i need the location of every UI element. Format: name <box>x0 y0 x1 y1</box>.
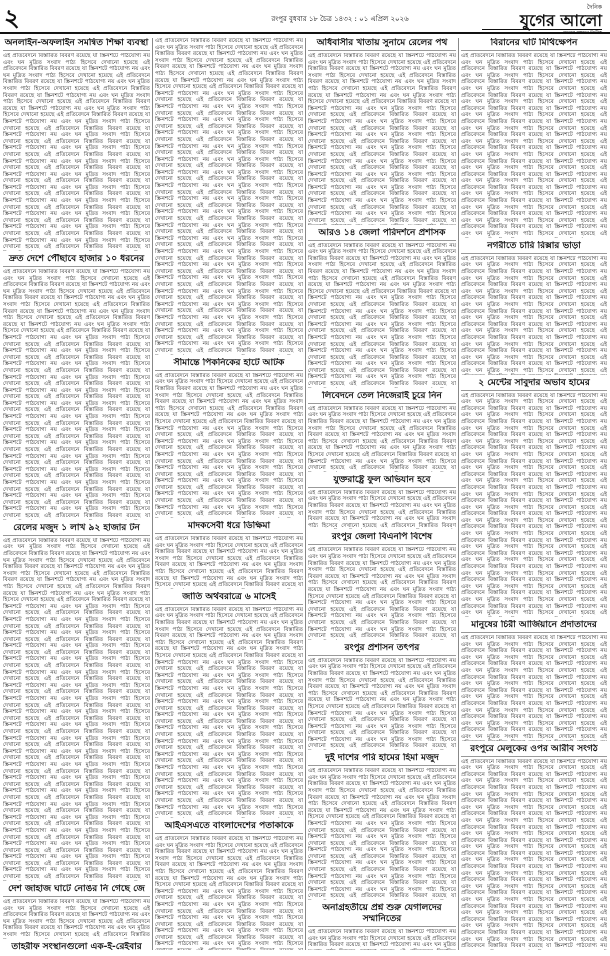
news-story <box>308 228 456 388</box>
story-body: এই প্রতিবেদনে বিস্তারিত বিবরণ রয়েছে যা স্ক্রিনশটে পাঠযোগ্য নয় এবং ঘন মুদ্রিত সংবাদ পাঠ্য হিসেবে দেখানো হয়েছে এই প্রতিবেদনে বিস্তারিত বিবরণ রয়েছে যা স্ক্রিনশটে পাঠযোগ্য নয় এবং ঘন মুদ্রিত সংবাদ পাঠ্য হিসেবে দেখানো হয়েছে এই প্রতিবেদনে বিস্তারিত বিবরণ রয়েছে যা স্ক্রিনশটে পাঠযোগ্য নয় এবং ঘন মুদ্রিত সংবাদ পাঠ্য হিসেবে দেখানো হয়েছে এই প্রতিবেদনে বিস্তারিত বিবরণ রয়েছে যা স্ক্রিনশটে পাঠযোগ্য নয় এবং ঘন মুদ্রিত সংবাদ পাঠ্য হিসেবে দেখানো হয়েছে এই প্রতিবেদনে বিস্তারিত বিবরণ রয়েছে যা স্ক্রিনশটে পাঠযোগ্য নয় এবং ঘন মুদ্রিত সংবাদ পাঠ্য হিসেবে দেখানো হয়েছে এই প্রতিবেদনে বিস্তারিত বিবরণ রয়েছে যা স্ক্রিনশটে পাঠযোগ্য নয় এবং ঘন মুদ্রিত সংবাদ পাঠ্য হিসেবে দেখানো হয়েছে এই প্রতিবেদনে বিস্তারিত বিবরণ রয়েছে যা স্ক্রিনশটে পাঠযোগ্য নয় এবং ঘন মুদ্রিত সংবাদ পাঠ্য হিসেবে দেখানো হয়েছে এই প্রতিবেদনে বিস্তারিত বিবরণ রয়েছে যা <box>308 657 456 750</box>
column-divider <box>152 38 153 950</box>
story-body: এই প্রতিবেদনে বিস্তারিত বিবরণ রয়েছে যা স্ক্রিনশটে পাঠযোগ্য নয় এবং ঘন মুদ্রিত সংবাদ পাঠ্য হিসেবে দেখানো হয়েছে এই প্রতিবেদনে বিস্তারিত বিবরণ রয়েছে যা স্ক্রিনশটে পাঠযোগ্য নয় এবং ঘন মুদ্রিত সংবাদ পাঠ্য হিসেবে দেখানো হয়েছে এই প্রতিবেদনে বিস্তারিত বিবরণ রয়েছে যা স্ক্রিনশটে পাঠযোগ্য নয় এবং ঘন মুদ্রিত সংবাদ পাঠ্য হিসেবে দেখানো হয়েছে এই প্রতিবেদনে বিস্তারিত বিবরণ রয়েছে যা স্ক্রিনশটে পাঠযোগ্য নয় এবং ঘন মুদ্রিত সংবাদ পাঠ্য হিসেবে দেখানো হয়েছে এই প্রতিবেদনে বিস্তারিত বিবরণ রয়েছে যা স্ক্রিনশটে পাঠযোগ্য নয় এবং ঘন মুদ্রিত সংবাদ পাঠ্য হিসেবে দেখানো হয়েছে এই প্রতিবেদনে বিস্তারিত বিবরণ রয়েছে যা স্ক্রিনশটে পাঠযোগ্য নয় এবং ঘন মুদ্রিত সংবাদ পাঠ্য হিসেবে দেখানো হয়েছে এই প্রতিবেদনে বিস্তারিত বিবরণ রয়েছে যা স্ক্রিনশটে পাঠযোগ্য নয় এবং ঘন মুদ্রিত সংবাদ পাঠ্য হিসেবে দেখানো হয়েছে এই প্রতিবেদনে বিস্তারিত বিবরণ রয়েছে যা স্ক্রিনশটে পাঠযোগ্য নয় এবং ঘন মুদ্রিত সংবাদ পাঠ্য হিসেবে দেখানো হয়েছে এই প্রতিবেদনে বিস্তারিত বিবরণ রয়েছে যা স্ক্রিনশটে পাঠযোগ্য নয় এবং ঘন মুদ্রিত সংবাদ পাঠ্য হিসেবে দেখানো হয়েছে এই প্রতিবেদনে বিস্তারিত বিবরণ রয়েছে যা স্ক্রিনশটে পাঠযোগ্য নয় এবং ঘন মুদ্রিত সংবাদ পাঠ্য হিসেবে দেখানো হয়েছে এই প্রতিবেদনে বিস্তারিত বিবরণ রয়েছে যা স্ক্রিনশটে পাঠযোগ্য নয় এবং ঘন মুদ্রিত সংবাদ পাঠ্য হিসেবে দেখানো হয়েছে এই প্রতিবেদনে বিস্তারিত বিবরণ রয়েছে যা স্ক্রিনশটে পাঠযোগ্য নয় এবং ঘন মুদ্রিত সংবাদ পাঠ্য হিসেবে দেখানো হয়েছে এই প্রতিবেদনে বিস্তারিত বিবরণ রয়েছে যা স্ক্রিনশটে পাঠযোগ্য নয় এবং ঘন মুদ্রিত সংবাদ পাঠ্য হিসেবে দেখানো হয়েছে এই প্রতিবেদনে বিস্তারিত বিবরণ রয়েছে যা স্ক্রিনশটে পাঠযোগ্য নয় এবং ঘন মুদ্রিত সংবাদ পাঠ্য হিসেবে দেখানো হয়েছে এই প্রতিবেদনে বিস্তারিত বিবরণ রয়েছে যা স্ক্রিনশটে পাঠযোগ্য নয় এবং ঘন মুদ্রিত সংবাদ পাঠ্য হিসেবে দেখানো হয়েছে এই প্রতিবেদনে বিস্তারিত বিবরণ রয়েছে যা স্ক্রিনশটে পাঠযোগ্য নয় এবং ঘন মুদ্রিত সংবাদ পাঠ্য হিসেবে দেখানো হয়েছে এই প্রতিবেদনে বিস্তারিত বিবরণ রয়েছে যা স্ক্রিনশটে পাঠযোগ্য নয় এবং ঘন মুদ্রিত সংবাদ পাঠ্য হিসেবে দেখানো হয়েছে এই প্রতিবেদনে বিস্তারিত বিবরণ রয়েছে যা স্ক্রিনশটে পাঠযোগ্য নয় এবং ঘন মুদ্রিত সংবাদ পাঠ্য হিসেবে দেখানো হয়েছে এই প্রতিবেদনে বিস্তারিত বিবরণ রয়েছে যা স্ক্রিনশটে পাঠযোগ্য নয় এবং ঘন মুদ্রিত সংবাদ পাঠ্য হিসেবে দেখানো হয়েছে এই প্রতিবেদনে বিস্তারিত বিবরণ রয়েছে যা স্ক্রিনশটে পাঠযোগ্য নয় এবং ঘন মুদ্রিত সংবাদ পাঠ্য হিসেবে দেখানো হয়েছে এই প্রতিবেদনে বিস্তারিত বিবরণ রয়েছে যা স্ক্রিনশটে পাঠযোগ্য নয় এবং ঘন মুদ্রিত সংবাদ পাঠ্য হিসেবে দেখানো হয়েছে এই প্রতিবেদনে বিস্তারিত বিবরণ রয়েছে যা স্ক্রিনশটে পাঠযোগ্য নয় এবং ঘন মুদ্রিত সংবাদ পাঠ্য হিসেবে দেখানো হয়েছে এই প্রতিবেদনে বিস্তারিত বিবরণ রয়েছে যা স্ক্রিনশটে পাঠযোগ্য নয় এবং ঘন মুদ্রিত সংবাদ পাঠ্য হিসেবে দেখানো হয়েছে এই প্রতিবেদনে বিস্তারিত বিবরণ রয়েছে যা স্ক্রিনশটে পাঠযোগ্য নয় এবং ঘন মুদ্রিত সংবাদ পাঠ্য হিসেবে দেখানো হয়েছে এই প্রতিবেদনে বিস্তারিত বিবরণ রয়েছে যা স্ক্রিনশটে পাঠযোগ্য নয় এবং ঘন মুদ্রিত সংবাদ পাঠ্য হিসেবে দেখানো হয়েছে এই প্রতিবেদনে বিস্তারিত বিবরণ রয়েছে যা স্ক্রিনশটে পাঠযোগ্য নয় এবং ঘন মুদ্রিত সংবাদ পাঠ্য হিসেবে দেখানো হয়েছে এই প্রতিবেদনে বিস্তারিত বিবরণ রয়েছে যা <box>3 537 150 881</box>
column-1 <box>3 38 150 950</box>
column-divider <box>458 38 459 950</box>
news-story <box>461 378 607 617</box>
logo-small-text: দৈনিক <box>586 4 602 11</box>
story-body: এই প্রতিবেদনে বিস্তারিত বিবরণ রয়েছে যা স্ক্রিনশটে পাঠযোগ্য নয় এবং ঘন মুদ্রিত সংবাদ পাঠ্য হিসেবে দেখানো হয়েছে এই প্রতিবেদনে বিস্তারিত বিবরণ রয়েছে যা স্ক্রিনশটে পাঠযোগ্য নয় এবং ঘন মুদ্রিত সংবাদ পাঠ্য হিসেবে দেখানো হয়েছে এই প্রতিবেদনে বিস্তারিত বিবরণ রয়েছে যা স্ক্রিনশটে পাঠযোগ্য নয় এবং ঘন মুদ্রিত সংবাদ পাঠ্য হিসেবে দেখানো হয়েছে এই প্রতিবেদনে বিস্তারিত বিবরণ রয়েছে যা স্ক্রিনশটে পাঠযোগ্য নয় এবং ঘন মুদ্রিত সংবাদ পাঠ্য হিসেবে দেখানো হয়েছে এই প্রতিবেদনে বিস্তারিত বিবরণ রয়েছে যা স্ক্রিনশটে পাঠযোগ্য নয় এবং ঘন মুদ্রিত সংবাদ পাঠ্য হিসেবে দেখানো হয়েছে এই প্রতিবেদনে বিস্তারিত বিবরণ রয়েছে যা স্ক্রিনশটে পাঠযোগ্য নয় এবং ঘন মুদ্রিত সংবাদ পাঠ্য হিসেবে দেখানো হয়েছে এই প্রতিবেদনে বিস্তারিত বিবরণ রয়েছে যা স্ক্রিনশটে পাঠযোগ্য নয় এবং ঘন মুদ্রিত সংবাদ পাঠ্য হিসেবে দেখানো হয়েছে এই প্রতিবেদনে বিস্তারিত বিবরণ রয়েছে যা স্ক্রিনশটে পাঠযোগ্য নয় এবং ঘন মুদ্রিত সংবাদ পাঠ্য হিসেবে দেখানো হয়েছে এই প্রতিবেদনে বিস্তারিত বিবরণ রয়েছে যা স্ক্রিনশটে পাঠযোগ্য নয় এবং ঘন মুদ্রিত সংবাদ পাঠ্য হিসেবে দেখানো হয়েছে এই প্রতিবেদনে বিস্তারিত বিবরণ রয়েছে যা স্ক্রিনশটে পাঠযোগ্য নয় এবং ঘন মুদ্রিত সংবাদ পাঠ্য হিসেবে দেখানো হয়েছে এই প্রতিবেদনে বিস্তারিত বিবরণ রয়েছে যা স্ক্রিনশটে পাঠযোগ্য নয় এবং ঘন মুদ্রিত সংবাদ পাঠ্য হিসেবে দেখানো হয়েছে এই প্রতিবেদনে বিস্তারিত বিবরণ রয়েছে যা স্ক্রিনশটে পাঠযোগ্য নয় এবং ঘন মুদ্রিত সংবাদ পাঠ্য হিসেবে দেখানো হয়েছে এই প্রতিবেদনে বিস্তারিত বিবরণ রয়েছে যা স্ক্রিনশটে পাঠযোগ্য নয় এবং ঘন মুদ্রিত সংবাদ পাঠ্য হিসেবে দেখানো হয়েছে এই প্রতিবেদনে বিস্তারিত বিবরণ রয়েছে যা <box>308 53 456 224</box>
story-body: এই প্রতিবেদনে বিস্তারিত বিবরণ রয়েছে যা স্ক্রিনশটে পাঠযোগ্য নয় এবং ঘন মুদ্রিত সংবাদ পাঠ্য হিসেবে দেখানো হয়েছে এই প্রতিবেদনে বিস্তারিত বিবরণ রয়েছে যা স্ক্রিনশটে পাঠযোগ্য নয় এবং ঘন মুদ্রিত সংবাদ পাঠ্য হিসেবে দেখানো হয়েছে এই প্রতিবেদনে বিস্তারিত বিবরণ রয়েছে যা স্ক্রিনশটে পাঠযোগ্য নয় এবং ঘন মুদ্রিত সংবাদ পাঠ্য হিসেবে দেখানো হয়েছে এই প্রতিবেদনে বিস্তারিত বিবরণ রয়েছে যা স্ক্রিনশটে পাঠযোগ্য নয় এবং ঘন মুদ্রিত সংবাদ পাঠ্য হিসেবে দেখানো হয়েছে এই প্রতিবেদনে বিস্তারিত বিবরণ রয়েছে যা স্ক্রিনশটে পাঠযোগ্য নয় এবং ঘন মুদ্রিত সংবাদ পাঠ্য হিসেবে দেখানো হয়েছে এই প্রতিবেদনে বিস্তারিত বিবরণ রয়েছে যা স্ক্রিনশটে পাঠযোগ্য নয় এবং ঘন মুদ্রিত সংবাদ পাঠ্য হিসেবে দেখানো হয়েছে এই প্রতিবেদনে বিস্তারিত বিবরণ রয়েছে যা স্ক্রিনশটে পাঠযোগ্য নয় এবং ঘন মুদ্রিত সংবাদ পাঠ্য হিসেবে দেখানো হয়েছে এই প্রতিবেদনে বিস্তারিত বিবরণ রয়েছে যা স্ক্রিনশটে পাঠযোগ্য নয় এবং ঘন মুদ্রিত সংবাদ পাঠ্য হিসেবে দেখানো হয়েছে এই প্রতিবেদনে বিস্তারিত বিবরণ রয়েছে যা স্ক্রিনশটে পাঠযোগ্য নয় এবং ঘন মুদ্রিত সংবাদ পাঠ্য হিসেবে দেখানো হয়েছে এই প্রতিবেদনে বিস্তারিত বিবরণ রয়েছে যা স্ক্রিনশটে পাঠযোগ্য নয় এবং ঘন মুদ্রিত সংবাদ পাঠ্য হিসেবে দেখানো হয়েছে এই প্রতিবেদনে বিস্তারিত বিবরণ রয়েছে যা স্ক্রিনশটে পাঠযোগ্য নয় এবং ঘন মুদ্রিত সংবাদ পাঠ্য হিসেবে দেখানো হয়েছে এই প্রতিবেদনে বিস্তারিত বিবরণ রয়েছে যা স্ক্রিনশটে পাঠযোগ্য নয় এবং ঘন মুদ্রিত সংবাদ পাঠ্য হিসেবে দেখানো হয়েছে এই প্রতিবেদনে বিস্তারিত বিবরণ রয়েছে যা স্ক্রিনশটে পাঠযোগ্য নয় এবং ঘন মুদ্রিত সংবাদ পাঠ্য হিসেবে দেখানো হয়েছে এই প্রতিবেদনে বিস্তারিত বিবরণ রয়েছে যা স্ক্রিনশটে পাঠযোগ্য নয় এবং ঘন মুদ্রিত সংবাদ পাঠ্য হিসেবে দেখানো হয়েছে এই প্রতিবেদনে বিস্তারিত বিবরণ রয়েছে যা স্ক্রিনশটে পাঠযোগ্য নয় এবং ঘন মুদ্রিত সংবাদ পাঠ্য হিসেবে দেখানো হয়েছে এই প্রতিবেদনে বিস্তারিত বিবরণ রয়েছে যা <box>3 53 150 251</box>
story-headline: আরও ১৪ জেলা পরিদর্শনে প্রশাসক <box>308 228 456 241</box>
news-story <box>155 592 303 818</box>
story-headline: আইএসএতে বাংলাদেশের পতাকাকে <box>155 821 303 834</box>
story-headline: জাতি অর্থবরাত্রে ৬ মাসেই <box>155 592 303 605</box>
news-story <box>308 391 456 472</box>
column-3 <box>308 38 456 950</box>
news-story <box>155 821 303 950</box>
story-headline: যুক্তরাষ্ট্রে ফুল অভিযান হবে <box>308 475 456 488</box>
story-headline: দেশ জাহাজ ঘাটে নোঙর নি গেছে জে <box>3 884 150 897</box>
story-body: এই প্রতিবেদনে বিস্তারিত বিবরণ রয়েছে যা স্ক্রিনশটে পাঠযোগ্য নয় এবং ঘন মুদ্রিত সংবাদ পাঠ্য হিসেবে দেখানো হয়েছে এই প্রতিবেদনে বিস্তারিত বিবরণ রয়েছে যা স্ক্রিনশটে পাঠযোগ্য নয় এবং ঘন মুদ্রিত সংবাদ পাঠ্য হিসেবে দেখানো হয়েছে এই প্রতিবেদনে বিস্তারিত বিবরণ রয়েছে যা স্ক্রিনশটে পাঠযোগ্য নয় এবং ঘন মুদ্রিত সংবাদ পাঠ্য হিসেবে দেখানো হয়েছে এই প্রতিবেদনে বিস্তারিত বিবরণ রয়েছে যা স্ক্রিনশটে পাঠযোগ্য নয় এবং ঘন মুদ্রিত সংবাদ পাঠ্য হিসেবে দেখানো হয়েছে এই প্রতিবেদনে বিস্তারিত বিবরণ রয়েছে যা স্ক্রিনশটে পাঠযোগ্য নয় এবং ঘন মুদ্রিত সংবাদ পাঠ্য হিসেবে দেখানো হয়েছে এই প্রতিবেদনে বিস্তারিত বিবরণ রয়েছে যা স্ক্রিনশটে পাঠযোগ্য নয় এবং ঘন মুদ্রিত সংবাদ পাঠ্য হিসেবে দেখানো হয়েছে এই প্রতিবেদনে বিস্তারিত বিবরণ রয়েছে যা স্ক্রিনশটে পাঠযোগ্য নয় এবং ঘন মুদ্রিত সংবাদ পাঠ্য হিসেবে দেখানো হয়েছে এই প্রতিবেদনে বিস্তারিত বিবরণ রয়েছে যা স্ক্রিনশটে পাঠযোগ্য নয় এবং ঘন মুদ্রিত সংবাদ পাঠ্য হিসেবে দেখানো হয়েছে এই <box>461 634 607 740</box>
news-story <box>461 620 607 741</box>
news-story <box>155 358 303 518</box>
story-headline: রংপুরে মেলুকের ওপর আরীব সংগঠ <box>461 744 607 757</box>
news-story <box>155 521 303 589</box>
masthead <box>0 0 610 34</box>
column-divider <box>305 38 306 950</box>
story-body: এই প্রতিবেদনে বিস্তারিত বিবরণ রয়েছে যা স্ক্রিনশটে পাঠযোগ্য নয় এবং ঘন মুদ্রিত সংবাদ পাঠ্য হিসেবে দেখানো হয়েছে এই প্রতিবেদনে বিস্তারিত বিবরণ রয়েছে যা স্ক্রিনশটে পাঠযোগ্য নয় এবং ঘন মুদ্রিত সংবাদ পাঠ্য হিসেবে দেখানো হয়েছে এই প্রতিবেদনে বিস্তারিত বিবরণ রয়েছে যা স্ক্রিনশটে পাঠযোগ্য নয় এবং ঘন মুদ্রিত সংবাদ পাঠ্য হিসেবে দেখানো হয়েছে এই প্রতিবেদনে বিস্তারিত বিবরণ রয়েছে যা স্ক্রিনশটে পাঠযোগ্য নয় এবং ঘন মুদ্রিত সংবাদ পাঠ্য হিসেবে দেখানো হয়েছে এই প্রতিবেদনে বিস্তারিত বিবরণ রয়েছে যা স্ক্রিনশটে পাঠযোগ্য নয় এবং ঘন মুদ্রিত সংবাদ পাঠ্য হিসেবে দেখানো হয়েছে এই প্রতিবেদনে বিস্তারিত বিবরণ রয়েছে যা স্ক্রিনশটে পাঠযোগ্য নয় এবং ঘন মুদ্রিত সংবাদ পাঠ্য হিসেবে দেখানো হয়েছে এই প্রতিবেদনে বিস্তারিত বিবরণ রয়েছে যা স্ক্রিনশটে পাঠযোগ্য নয় এবং ঘন মুদ্রিত সংবাদ পাঠ্য হিসেবে দেখানো হয়েছে এই প্রতিবেদনে বিস্তারিত বিবরণ রয়েছে যা স্ক্রিনশটে পাঠযোগ্য নয় এবং ঘন মুদ্রিত সংবাদ পাঠ্য হিসেবে দেখানো হয়েছে এই প্রতিবেদনে বিস্তারিত বিবরণ রয়েছে যা স্ক্রিনশটে পাঠযোগ্য নয় এবং ঘন মুদ্রিত সংবাদ পাঠ্য হিসেবে দেখানো হয়েছে এই <box>461 255 607 374</box>
story-headline: বিরানের ঘটি মিথিক্ষেপন <box>461 38 607 51</box>
story-headline: লিবেদনে তেল নিজেরাই চুরে নিন <box>308 391 456 404</box>
story-headline: দ্রুত দেশে পৌঁছাবে হাজার ১০ ধরনের <box>3 254 150 267</box>
news-story <box>461 744 607 950</box>
story-headline: মানুষের চিরী আর্জিয়ানে প্রদাতাদের <box>461 620 607 633</box>
story-headline: অনাগ্রহতীয়ে প্রশ্ন শুরু যেগালদের সম্মানিতের <box>308 903 456 927</box>
news-story <box>3 254 150 520</box>
news-story <box>461 38 607 238</box>
news-story <box>308 38 456 225</box>
story-headline: রংপুর প্রশাসন তৎপর <box>308 643 456 656</box>
story-headline: ২ মেন্টের সাবুদার অভাব হামের <box>461 378 607 391</box>
story-headline: তাহরীফ সংস্থানগুলো এক-ই-রেইবার <box>3 942 150 950</box>
newspaper-logo <box>482 2 602 36</box>
news-story <box>308 903 456 950</box>
story-body: এই প্রতিবেদনে বিস্তারিত বিবরণ রয়েছে যা স্ক্রিনশটে পাঠযোগ্য নয় এবং ঘন মুদ্রিত সংবাদ পাঠ্য হিসেবে দেখানো হয়েছে এই প্রতিবেদনে বিস্তারিত বিবরণ রয়েছে যা স্ক্রিনশটে পাঠযোগ্য নয় এবং ঘন মুদ্রিত সংবাদ পাঠ্য হিসেবে দেখানো হয়েছে এই প্রতিবেদনে বিস্তারিত বিবরণ রয়েছে যা স্ক্রিনশটে পাঠযোগ্য নয় এবং ঘন মুদ্রিত সংবাদ পাঠ্য হিসেবে দেখানো হয়েছে এই প্রতিবেদনে বিস্তারিত বিবরণ রয়েছে যা স্ক্রিনশটে পাঠযোগ্য নয় এবং ঘন মুদ্রিত সংবাদ পাঠ্য হিসেবে দেখানো হয়েছে এই প্রতিবেদনে বিস্তারিত বিবরণ রয়েছে যা স্ক্রিনশটে পাঠযোগ্য নয় এবং ঘন মুদ্রিত সংবাদ পাঠ্য হিসেবে দেখানো হয়েছে এই প্রতিবেদনে বিস্তারিত বিবরণ রয়েছে যা স্ক্রিনশটে পাঠযোগ্য নয় এবং ঘন মুদ্রিত সংবাদ পাঠ্য হিসেবে দেখানো হয়েছে এই প্রতিবেদনে বিস্তারিত বিবরণ রয়েছে যা স্ক্রিনশটে পাঠযোগ্য নয় এবং ঘন মুদ্রিত সংবাদ পাঠ্য হিসেবে দেখানো হয়েছে এই প্রতিবেদনে বিস্তারিত বিবরণ রয়েছে যা স্ক্রিনশটে পাঠযোগ্য নয় এবং ঘন মুদ্রিত সংবাদ পাঠ্য হিসেবে দেখানো হয়েছে এই প্রতিবেদনে বিস্তারিত বিবরণ রয়েছে যা স্ক্রিনশটে পাঠযোগ্য নয় এবং ঘন মুদ্রিত সংবাদ পাঠ্য হিসেবে <box>155 835 303 948</box>
news-story <box>308 532 456 639</box>
story-body: এই প্রতিবেদনে বিস্তারিত বিবরণ রয়েছে যা স্ক্রিনশটে পাঠযোগ্য নয় এবং ঘন মুদ্রিত সংবাদ পাঠ্য হিসেবে দেখানো হয়েছে এই প্রতিবেদনে বিস্তারিত বিবরণ রয়েছে যা স্ক্রিনশটে পাঠযোগ্য নয় এবং ঘন মুদ্রিত সংবাদ পাঠ্য হিসেবে দেখানো হয়েছে এই প্রতিবেদনে বিস্তারিত বিবরণ রয়েছে যা স্ক্রিনশটে পাঠযোগ্য নয় এবং ঘন মুদ্রিত সংবাদ পাঠ্য হিসেবে দেখানো হয়েছে এই প্রতিবেদনে বিস্তারিত বিবরণ রয়েছে যা স্ক্রিনশটে পাঠযোগ্য নয় এবং ঘন মুদ্রিত সংবাদ পাঠ্য হিসেবে দেখানো হয়েছে এই প্রতিবেদনে বিস্তারিত বিবরণ রয়েছে যা স্ক্রিনশটে পাঠযোগ্য নয় এবং ঘন মুদ্রিত সংবাদ পাঠ্য হিসেবে দেখানো হয়েছে এই প্রতিবেদনে বিস্তারিত বিবরণ রয়েছে যা স্ক্রিনশটে পাঠযোগ্য নয় এবং ঘন মুদ্রিত সংবাদ পাঠ্য হিসেবে দেখানো হয়েছে এই প্রতিবেদনে বিস্তারিত বিবরণ রয়েছে যা স্ক্রিনশটে পাঠযোগ্য নয় এবং ঘন মুদ্রিত সংবাদ পাঠ্য হিসেবে দেখানো হয়েছে এই প্রতিবেদনে বিস্তারিত বিবরণ রয়েছে যা স্ক্রিনশটে পাঠযোগ্য নয় এবং ঘন মুদ্রিত সংবাদ পাঠ্য হিসেবে দেখানো হয়েছে এই প্রতিবেদনে বিস্তারিত বিবরণ রয়েছে যা স্ক্রিনশটে পাঠযোগ্য নয় এবং ঘন মুদ্রিত সংবাদ পাঠ্য হিসেবে দেখানো হয়েছে এই প্রতিবেদনে বিস্তারিত বিবরণ রয়েছে যা স্ক্রিনশটে পাঠযোগ্য নয় এবং ঘন মুদ্রিত সংবাদ পাঠ্য হিসেবে দেখানো হয়েছে এই প্রতিবেদনে বিস্তারিত বিবরণ রয়েছে যা <box>308 768 456 900</box>
story-headline: সীমান্তে পিকনিকের হাটে আটক <box>155 358 303 371</box>
column-4 <box>461 38 607 950</box>
story-body: এই প্রতিবেদনে বিস্তারিত বিবরণ রয়েছে যা স্ক্রিনশটে পাঠযোগ্য নয় এবং ঘন মুদ্রিত সংবাদ পাঠ্য হিসেবে দেখানো হয়েছে এই প্রতিবেদনে বিস্তারিত বিবরণ রয়েছে যা স্ক্রিনশটে পাঠযোগ্য নয় এবং ঘন মুদ্রিত সংবাদ পাঠ্য হিসেবে দেখানো হয়েছে এই প্রতিবেদনে বিস্তারিত বিবরণ রয়েছে যা স্ক্রিনশটে পাঠযোগ্য নয় এবং ঘন মুদ্রিত সংবাদ পাঠ্য হিসেবে দেখানো হয়েছে এই প্রতিবেদনে বিস্তারিত বিবরণ <box>308 489 456 529</box>
story-body: এই প্রতিবেদনে বিস্তারিত বিবরণ রয়েছে যা স্ক্রিনশটে পাঠযোগ্য নয় এবং ঘন মুদ্রিত সংবাদ পাঠ্য হিসেবে দেখানো হয়েছে এই প্রতিবেদনে বিস্তারিত বিবরণ রয়েছে যা স্ক্রিনশটে পাঠযোগ্য নয় এবং ঘন মুদ্রিত সংবাদ পাঠ্য হিসেবে দেখানো হয়েছে এই প্রতিবেদনে বিস্তারিত বিবরণ রয়েছে যা স্ক্রিনশটে পাঠযোগ্য নয় এবং ঘন মুদ্রিত সংবাদ পাঠ্য হিসেবে দেখানো হয়েছে এই প্রতিবেদনে বিস্তারিত বিবরণ রয়েছে যা স্ক্রিনশটে পাঠযোগ্য নয় এবং ঘন মুদ্রিত সংবাদ পাঠ্য হিসেবে দেখানো হয়েছে এই প্রতিবেদনে বিস্তারিত বিবরণ রয়েছে যা স্ক্রিনশটে পাঠযোগ্য নয় এবং ঘন মুদ্রিত সংবাদ পাঠ্য হিসেবে দেখানো হয়েছে এই প্রতিবেদনে বিস্তারিত বিবরণ রয়েছে যা স্ক্রিনশটে পাঠযোগ্য নয় এবং ঘন মুদ্রিত সংবাদ পাঠ্য হিসেবে দেখানো হয়েছে এই প্রতিবেদনে বিস্তারিত বিবরণ রয়েছে যা স্ক্রিনশটে পাঠযোগ্য নয় এবং ঘন মুদ্রিত সংবাদ পাঠ্য হিসেবে দেখানো হয়েছে এই প্রতিবেদনে বিস্তারিত বিবরণ রয়েছে যা স্ক্রিনশটে পাঠযোগ্য নয় এবং ঘন মুদ্রিত সংবাদ পাঠ্য হিসেবে দেখানো হয়েছে এই প্রতিবেদনে বিস্তারিত বিবরণ রয়েছে যা স্ক্রিনশটে পাঠযোগ্য নয় এবং ঘন মুদ্রিত সংবাদ পাঠ্য হিসেবে দেখানো হয়েছে এই প্রতিবেদনে বিস্তারিত বিবরণ রয়েছে যা স্ক্রিনশটে পাঠযোগ্য নয় এবং ঘন মুদ্রিত সংবাদ পাঠ্য হিসেবে দেখানো হয়েছে এই প্রতিবেদনে বিস্তারিত বিবরণ রয়েছে যা স্ক্রিনশটে পাঠযোগ্য নয় এবং ঘন মুদ্রিত সংবাদ পাঠ্য হিসেবে দেখানো হয়েছে এই প্রতিবেদনে বিস্তারিত বিবরণ রয়েছে যা <box>155 372 303 518</box>
story-headline: মাদকসেবী ধরে ডিক্ষিমা <box>155 521 303 534</box>
dateline: রংপুর বুধবার ১৮ চৈত্র ১৪৩২ : ০১ এপ্রিল ২০২৬ <box>271 15 409 23</box>
news-story <box>155 38 303 355</box>
story-body: এই প্রতিবেদনে বিস্তারিত বিবরণ রয়েছে যা স্ক্রিনশটে পাঠযোগ্য নয় এবং ঘন মুদ্রিত সংবাদ পাঠ্য হিসেবে দেখানো হয়েছে এই প্রতিবেদনে বিস্তারিত বিবরণ রয়েছে যা স্ক্রিনশটে পাঠযোগ্য নয় এবং ঘন মুদ্রিত সংবাদ পাঠ্য হিসেবে দেখানো হয়েছে এই প্রতিবেদনে বিস্তারিত বিবরণ রয়েছে যা স্ক্রিনশটে পাঠযোগ্য নয় এবং ঘন মুদ্রিত সংবাদ পাঠ্য হিসেবে দেখানো হয়েছে এই প্রতিবেদনে বিস্তারিত বিবরণ রয়েছে যা স্ক্রিনশটে পাঠযোগ্য নয় এবং ঘন মুদ্রিত সংবাদ পাঠ্য হিসেবে দেখানো হয়েছে এই প্রতিবেদনে বিস্তারিত বিবরণ রয়েছে যা স্ক্রিনশটে পাঠযোগ্য নয় এবং ঘন মুদ্রিত সংবাদ পাঠ্য হিসেবে দেখানো হয়েছে এই প্রতিবেদনে বিস্তারিত বিবরণ রয়েছে যা <box>308 405 456 472</box>
story-body: এই প্রতিবেদনে বিস্তারিত বিবরণ রয়েছে যা স্ক্রিনশটে পাঠযোগ্য নয় এবং ঘন মুদ্রিত সংবাদ পাঠ্য হিসেবে দেখানো হয়েছে এই প্রতিবেদনে বিস্তারিত বিবরণ রয়েছে যা স্ক্রিনশটে পাঠযোগ্য নয় এবং ঘন মুদ্রিত সংবাদ পাঠ্য হিসেবে দেখানো হয়েছে এই প্রতিবেদনে বিস্তারিত বিবরণ রয়েছে যা স্ক্রিনশটে পাঠযোগ্য নয় এবং ঘন মুদ্রিত সংবাদ পাঠ্য হিসেবে দেখানো হয়েছে এই প্রতিবেদনে বিস্তারিত বিবরণ রয়েছে যা স্ক্রিনশটে পাঠযোগ্য নয় এবং ঘন মুদ্রিত সংবাদ পাঠ্য হিসেবে দেখানো হয়েছে এই প্রতিবেদনে বিস্তারিত বিবরণ রয়েছে যা স্ক্রিনশটে পাঠযোগ্য নয় এবং ঘন মুদ্রিত সংবাদ পাঠ্য হিসেবে দেখানো হয়েছে এই প্রতিবেদনে বিস্তারিত বিবরণ রয়েছে যা স্ক্রিনশটে পাঠযোগ্য নয় এবং ঘন মুদ্রিত সংবাদ পাঠ্য হিসেবে দেখানো হয়েছে এই প্রতিবেদনে বিস্তারিত বিবরণ রয়েছে যা স্ক্রিনশটে পাঠযোগ্য নয় এবং ঘন মুদ্রিত সংবাদ পাঠ্য হিসেবে দেখানো হয়েছে এই প্রতিবেদনে বিস্তারিত বিবরণ রয়েছে যা স্ক্রিনশটে পাঠযোগ্য নয় এবং ঘন মুদ্রিত সংবাদ পাঠ্য হিসেবে দেখানো হয়েছে এই প্রতিবেদনে বিস্তারিত বিবরণ রয়েছে যা স্ক্রিনশটে পাঠযোগ্য নয় এবং ঘন মুদ্রিত সংবাদ পাঠ্য হিসেবে দেখানো হয়েছে এই প্রতিবেদনে বিস্তারিত বিবরণ রয়েছে যা স্ক্রিনশটে পাঠযোগ্য নয় এবং ঘন মুদ্রিত সংবাদ পাঠ্য হিসেবে দেখানো হয়েছে এই প্রতিবেদনে বিস্তারিত বিবরণ রয়েছে যা স্ক্রিনশটে পাঠযোগ্য নয় এবং ঘন মুদ্রিত সংবাদ পাঠ্য হিসেবে দেখানো হয়েছে এই প্রতিবেদনে বিস্তারিত বিবরণ রয়েছে যা স্ক্রিনশটে পাঠযোগ্য নয় এবং ঘন মুদ্রিত সংবাদ পাঠ্য হিসেবে দেখানো হয়েছে এই প্রতিবেদনে বিস্তারিত বিবরণ রয়েছে যা স্ক্রিনশটে পাঠযোগ্য নয় এবং ঘন মুদ্রিত সংবাদ পাঠ্য হিসেবে দেখানো হয়েছে এই প্রতিবেদনে বিস্তারিত বিবরণ রয়েছে যা স্ক্রিনশটে পাঠযোগ্য নয় এবং ঘন মুদ্রিত সংবাদ পাঠ্য হিসেবে দেখানো হয়েছে এই প্রতিবেদনে বিস্তারিত বিবরণ রয়েছে যা স্ক্রিনশটে পাঠযোগ্য নয় এবং ঘন মুদ্রিত সংবাদ পাঠ্য হিসেবে দেখানো হয়েছে এই প্রতিবেদনে বিস্তারিত বিবরণ রয়েছে যা স্ক্রিনশটে পাঠযোগ্য নয় এবং ঘন মুদ্রিত সংবাদ পাঠ্য হিসেবে দেখানো হয়েছে এই প্রতিবেদনে বিস্তারিত বিবরণ রয়েছে যা স্ক্রিনশটে পাঠযোগ্য নয় এবং ঘন মুদ্রিত সংবাদ পাঠ্য হিসেবে দেখানো হয়েছে এই প্রতিবেদনে বিস্তারিত বিবরণ রয়েছে যা স্ক্রিনশটে পাঠযোগ্য নয় এবং ঘন মুদ্রিত সংবাদ পাঠ্য হিসেবে দেখানো হয়েছে এই প্রতিবেদনে বিস্তারিত বিবরণ রয়েছে যা স্ক্রিনশটে পাঠযোগ্য নয় এবং ঘন মুদ্রিত সংবাদ পাঠ্য হিসেবে দেখানো হয়েছে এই প্রতিবেদনে বিস্তারিত বিবরণ রয়েছে যা <box>3 269 150 519</box>
news-story <box>308 753 456 900</box>
story-body: এই প্রতিবেদনে বিস্তারিত বিবরণ রয়েছে যা স্ক্রিনশটে পাঠযোগ্য নয় এবং ঘন মুদ্রিত সংবাদ পাঠ্য হিসেবে দেখানো হয়েছে এই প্রতিবেদনে বিস্তারিত বিবরণ রয়েছে যা স্ক্রিনশটে পাঠযোগ্য নয় এবং ঘন মুদ্রিত সংবাদ পাঠ্য হিসেবে দেখানো হয়েছে এই প্রতিবেদনে বিস্তারিত বিবরণ রয়েছে যা স্ক্রিনশটে পাঠযোগ্য নয় এবং ঘন মুদ্রিত সংবাদ পাঠ্য হিসেবে দেখানো হয়েছে এই প্রতিবেদনে বিস্তারিত বিবরণ রয়েছে যা স্ক্রিনশটে পাঠযোগ্য নয় এবং ঘন মুদ্রিত সংবাদ পাঠ্য হিসেবে দেখানো হয়েছে এই প্রতিবেদনে বিস্তারিত বিবরণ রয়েছে যা স্ক্রিনশটে পাঠযোগ্য নয় এবং ঘন মুদ্রিত সংবাদ পাঠ্য হিসেবে দেখানো হয়েছে এই প্রতিবেদনে বিস্তারিত বিবরণ রয়েছে যা স্ক্রিনশটে পাঠযোগ্য নয় এবং ঘন মুদ্রিত সংবাদ পাঠ্য হিসেবে দেখানো হয়েছে এই প্রতিবেদনে বিস্তারিত বিবরণ রয়েছে যা স্ক্রিনশটে পাঠযোগ্য নয় এবং ঘন মুদ্রিত সংবাদ পাঠ্য হিসেবে দেখানো হয়েছে এই প্রতিবেদনে বিস্তারিত বিবরণ রয়েছে যা স্ক্রিনশটে পাঠযোগ্য নয় এবং ঘন মুদ্রিত সংবাদ পাঠ্য হিসেবে দেখানো হয়েছে এই প্রতিবেদনে বিস্তারিত বিবরণ রয়েছে যা স্ক্রিনশটে পাঠযোগ্য নয় এবং ঘন মুদ্রিত সংবাদ পাঠ্য হিসেবে দেখানো হয়েছে এই প্রতিবেদনে বিস্তারিত বিবরণ রয়েছে যা স্ক্রিনশটে পাঠযোগ্য নয় এবং ঘন মুদ্রিত সংবাদ পাঠ্য হিসেবে দেখানো হয়েছে এই প্রতিবেদনে বিস্তারিত বিবরণ রয়েছে যা স্ক্রিনশটে পাঠযোগ্য নয় এবং ঘন মুদ্রিত সংবাদ পাঠ্য হিসেবে দেখানো হয়েছে এই প্রতিবেদনে বিস্তারিত বিবরণ রয়েছে যা স্ক্রিনশটে পাঠযোগ্য নয় এবং ঘন মুদ্রিত সংবাদ পাঠ্য হিসেবে দেখানো হয়েছে এই প্রতিবেদনে বিস্তারিত বিবরণ রয়েছে যা স্ক্রিনশটে পাঠযোগ্য নয় এবং ঘন মুদ্রিত সংবাদ পাঠ্য হিসেবে দেখানো হয়েছে এই প্রতিবেদনে বিস্তারিত বিবরণ রয়েছে যা স্ক্রিনশটে পাঠযোগ্য নয় এবং ঘন মুদ্রিত সংবাদ পাঠ্য হিসেবে দেখানো হয়েছে এই প্রতিবেদনে বিস্তারিত বিবরণ রয়েছে যা স্ক্রিনশটে পাঠযোগ্য নয় এবং ঘন মুদ্রিত সংবাদ পাঠ্য হিসেবে দেখানো হয়েছে এই প্রতিবেদনে বিস্তারিত বিবরণ রয়েছে যা স্ক্রিনশটে পাঠযোগ্য নয় এবং ঘন মুদ্রিত সংবাদ পাঠ্য হিসেবে দেখানো হয়েছে এই প্রতিবেদনে বিস্তারিত বিবরণ রয়েছে যা স্ক্রিনশটে পাঠযোগ্য নয় এবং ঘন মুদ্রিত সংবাদ পাঠ্য হিসেবে দেখানো হয়েছে এই প্রতিবেদনে বিস্তারিত বিবরণ রয়েছে যা স্ক্রিনশটে পাঠযোগ্য নয় এবং ঘন মুদ্রিত সংবাদ পাঠ্য হিসেবে দেখানো হয়েছে এই প্রতিবেদনে বিস্তারিত বিবরণ রয়েছে যা স্ক্রিনশটে পাঠযোগ্য নয় এবং ঘন মুদ্রিত সংবাদ পাঠ্য হিসেবে দেখানো হয়েছে এই প্রতিবেদনে বিস্তারিত বিবরণ রয়েছে যা স্ক্রিনশটে পাঠযোগ্য নয় এবং ঘন মুদ্রিত সংবাদ পাঠ্য হিসেবে দেখানো হয়েছে এই প্রতিবেদনে বিস্তারিত বিবরণ রয়েছে যা স্ক্রিনশটে পাঠযোগ্য নয় এবং ঘন মুদ্রিত সংবাদ পাঠ্য হিসেবে দেখানো হয়েছে এই প্রতিবেদনে বিস্তারিত বিবরণ রয়েছে যা স্ক্রিনশটে পাঠযোগ্য নয় এবং ঘন মুদ্রিত সংবাদ পাঠ্য হিসেবে দেখানো হয়েছে এই প্রতিবেদনে বিস্তারিত বিবরণ রয়েছে যা স্ক্রিনশটে পাঠযোগ্য নয় এবং ঘন মুদ্রিত সংবাদ পাঠ্য হিসেবে দেখানো হয়েছে এই প্রতিবেদনে বিস্তারিত বিবরণ রয়েছে যা স্ক্রিনশটে পাঠযোগ্য নয় এবং ঘন মুদ্রিত সংবাদ পাঠ্য হিসেবে দেখানো হয়েছে এই প্রতিবেদনে বিস্তারিত বিবরণ রয়েছে যা <box>155 38 303 354</box>
story-headline: রংপুর জেলা বিএনপি বিশেষ <box>308 532 456 545</box>
page-number: ২ <box>4 3 20 32</box>
story-body: এই প্রতিবেদনে বিস্তারিত বিবরণ রয়েছে যা স্ক্রিনশটে পাঠযোগ্য নয় এবং ঘন মুদ্রিত সংবাদ পাঠ্য হিসেবে দেখানো হয়েছে এই প্রতিবেদনে বিস্তারিত বিবরণ রয়েছে যা স্ক্রিনশটে পাঠযোগ্য নয় এবং ঘন মুদ্রিত সংবাদ পাঠ্য হিসেবে দেখানো হয়েছে এই প্রতিবেদনে বিস্তারিত বিবরণ রয়েছে যা স্ক্রিনশটে পাঠযোগ্য নয় এবং ঘন মুদ্রিত সংবাদ পাঠ্য হিসেবে দেখানো হয়েছে এই প্রতিবেদনে বিস্তারিত বিবরণ রয়েছে যা স্ক্রিনশটে পাঠযোগ্য নয় এবং ঘন মুদ্রিত সংবাদ পাঠ্য হিসেবে দেখানো হয়েছে এই প্রতিবেদনে বিস্তারিত বিবরণ রয়েছে যা স্ক্রিনশটে পাঠযোগ্য নয় এবং ঘন মুদ্রিত সংবাদ পাঠ্য হিসেবে দেখানো হয়েছে এই প্রতিবেদনে বিস্তারিত বিবরণ রয়েছে যা স্ক্রিনশটে পাঠযোগ্য নয় এবং ঘন মুদ্রিত সংবাদ পাঠ্য হিসেবে দেখানো হয়েছে এই প্রতিবেদনে বিস্তারিত বিবরণ রয়েছে যা স্ক্রিনশটে পাঠযোগ্য নয় এবং ঘন মুদ্রিত সংবাদ পাঠ্য হিসেবে দেখানো হয়েছে এই প্রতিবেদনে বিস্তারিত বিবরণ রয়েছে যা স্ক্রিনশটে পাঠযোগ্য নয় এবং ঘন মুদ্রিত সংবাদ পাঠ্য হিসেবে দেখানো হয়েছে এই প্রতিবেদনে বিস্তারিত বিবরণ রয়েছে যা স্ক্রিনশটে পাঠযোগ্য নয় এবং ঘন মুদ্রিত সংবাদ পাঠ্য হিসেবে দেখানো হয়েছে এই প্রতিবেদনে বিস্তারিত বিবরণ রয়েছে যা স্ক্রিনশটে পাঠযোগ্য নয় এবং ঘন মুদ্রিত সংবাদ পাঠ্য হিসেবে দেখানো হয়েছে এই প্রতিবেদনে বিস্তারিত বিবরণ রয়েছে যা স্ক্রিনশটে পাঠযোগ্য নয় এবং ঘন মুদ্রিত সংবাদ পাঠ্য হিসেবে দেখানো হয়েছে এই প্রতিবেদনে বিস্তারিত বিবরণ রয়েছে যা স্ক্রিনশটে পাঠযোগ্য নয় এবং ঘন মুদ্রিত সংবাদ পাঠ্য হিসেবে দেখানো হয়েছে এই প্রতিবেদনে বিস্তারিত বিবরণ রয়েছে যা স্ক্রিনশটে পাঠযোগ্য নয় এবং ঘন মুদ্রিত সংবাদ পাঠ্য হিসেবে দেখানো হয়েছে এই প্রতিবেদনে বিস্তারিত বিবরণ রয়েছে যা স্ক্রিনশটে পাঠযোগ্য নয় এবং ঘন মুদ্রিত সংবাদ পাঠ্য হিসেবে দেখানো হয়েছে এই প্রতিবেদনে বিস্তারিত বিবরণ রয়েছে যা স্ক্রিনশটে পাঠযোগ্য নয় <box>461 758 607 950</box>
news-story <box>3 942 150 950</box>
story-body: এই প্রতিবেদনে বিস্তারিত বিবরণ রয়েছে যা স্ক্রিনশটে পাঠযোগ্য নয় এবং ঘন মুদ্রিত সংবাদ পাঠ্য হিসেবে দেখানো হয়েছে এই প্রতিবেদনে বিস্তারিত বিবরণ রয়েছে যা স্ক্রিনশটে পাঠযোগ্য নয় এবং ঘন মুদ্রিত সংবাদ পাঠ্য হিসেবে দেখানো হয়েছে এই প্রতিবেদনে বিস্তারিত বিবরণ রয়েছে যা স্ক্রিনশটে পাঠযোগ্য নয় এবং ঘন মুদ্রিত সংবাদ পাঠ্য হিসেবে দেখানো হয়েছে এই প্রতিবেদনে বিস্তারিত বিবরণ রয়েছে যা স্ক্রিনশটে পাঠযোগ্য নয় এবং ঘন মুদ্রিত সংবাদ পাঠ্য হিসেবে দেখানো হয়েছে এই প্রতিবেদনে বিস্তারিত বিবরণ রয়েছে যা স্ক্রিনশটে পাঠযোগ্য নয় এবং ঘন মুদ্রিত সংবাদ পাঠ্য হিসেবে দেখানো হয়েছে এই প্রতিবেদনে বিস্তারিত বিবরণ রয়েছে যা স্ক্রিনশটে পাঠযোগ্য নয় এবং ঘন মুদ্রিত সংবাদ পাঠ্য হিসেবে দেখানো হয়েছে এই প্রতিবেদনে বিস্তারিত বিবরণ রয়েছে যা স্ক্রিনশটে পাঠযোগ্য নয় এবং ঘন মুদ্রিত সংবাদ পাঠ্য হিসেবে দেখানো হয়েছে এই প্রতিবেদনে বিস্তারিত বিবরণ রয়েছে যা <box>308 547 456 640</box>
news-story <box>3 523 150 881</box>
story-headline: রেলের মজুদ ১ লাখ ৯২ হাজার টন <box>3 523 150 536</box>
news-story <box>308 643 456 750</box>
story-headline: দুই দাশের পরি হামের হিমা মজুদ <box>308 753 456 766</box>
news-story <box>461 241 607 375</box>
story-headline: নগরীতে চারি রিক্সার ভাড়া <box>461 241 607 254</box>
news-story <box>3 884 150 939</box>
news-story <box>3 38 150 251</box>
news-story <box>308 475 456 530</box>
story-body: এই প্রতিবেদনে বিস্তারিত বিবরণ রয়েছে যা স্ক্রিনশটে পাঠযোগ্য নয় এবং ঘন মুদ্রিত সংবাদ পাঠ্য হিসেবে দেখানো হয়েছে এই প্রতিবেদনে বিস্তারিত বিবরণ রয়েছে যা স্ক্রিনশটে পাঠযোগ্য নয় এবং ঘন মুদ্রিত <box>308 929 456 949</box>
story-body: এই প্রতিবেদনে বিস্তারিত বিবরণ রয়েছে যা স্ক্রিনশটে পাঠযোগ্য নয় এবং ঘন মুদ্রিত সংবাদ পাঠ্য হিসেবে দেখানো হয়েছে এই প্রতিবেদনে বিস্তারিত বিবরণ রয়েছে যা স্ক্রিনশটে পাঠযোগ্য নয় এবং ঘন মুদ্রিত সংবাদ পাঠ্য হিসেবে দেখানো হয়েছে এই প্রতিবেদনে বিস্তারিত বিবরণ রয়েছে যা স্ক্রিনশটে পাঠযোগ্য নয় এবং ঘন মুদ্রিত সংবাদ পাঠ্য হিসেবে দেখানো হয়েছে এই প্রতিবেদনে বিস্তারিত বিবরণ রয়েছে যা স্ক্রিনশটে পাঠযোগ্য নয় এবং ঘন মুদ্রিত সংবাদ পাঠ্য হিসেবে দেখানো হয়েছে এই প্রতিবেদনে বিস্তারিত বিবরণ রয়েছে যা স্ক্রিনশটে পাঠযোগ্য নয় এবং ঘন মুদ্রিত সংবাদ পাঠ্য হিসেবে দেখানো হয়েছে এই প্রতিবেদনে বিস্তারিত বিবরণ রয়েছে যা স্ক্রিনশটে পাঠযোগ্য নয় এবং ঘন মুদ্রিত সংবাদ পাঠ্য হিসেবে দেখানো হয়েছে এই প্রতিবেদনে বিস্তারিত বিবরণ রয়েছে যা স্ক্রিনশটে পাঠযোগ্য নয় এবং ঘন মুদ্রিত সংবাদ পাঠ্য হিসেবে দেখানো হয়েছে এই প্রতিবেদনে বিস্তারিত বিবরণ রয়েছে যা স্ক্রিনশটে পাঠযোগ্য নয় এবং ঘন মুদ্রিত সংবাদ পাঠ্য হিসেবে দেখানো হয়েছে এই প্রতিবেদনে বিস্তারিত বিবরণ রয়েছে যা স্ক্রিনশটে পাঠযোগ্য নয় এবং ঘন মুদ্রিত সংবাদ পাঠ্য হিসেবে দেখানো হয়েছে এই প্রতিবেদনে বিস্তারিত বিবরণ রয়েছে যা স্ক্রিনশটে পাঠযোগ্য নয় এবং ঘন মুদ্রিত সংবাদ পাঠ্য হিসেবে দেখানো হয়েছে এই প্রতিবেদনে বিস্তারিত বিবরণ রয়েছে যা স্ক্রিনশটে পাঠযোগ্য নয় এবং ঘন মুদ্রিত সংবাদ পাঠ্য হিসেবে দেখানো হয়েছে এই প্রতিবেদনে বিস্তারিত বিবরণ রয়েছে যা <box>308 242 456 388</box>
logo-tagline: সত্যের সন্ধানে নির্ভীক <box>482 29 602 37</box>
story-body: এই প্রতিবেদনে বিস্তারিত বিবরণ রয়েছে যা স্ক্রিনশটে পাঠযোগ্য নয় এবং ঘন মুদ্রিত সংবাদ পাঠ্য হিসেবে দেখানো হয়েছে এই প্রতিবেদনে বিস্তারিত বিবরণ রয়েছে যা স্ক্রিনশটে পাঠযোগ্য নয় এবং ঘন মুদ্রিত সংবাদ পাঠ্য হিসেবে দেখানো হয়েছে এই প্রতিবেদনে বিস্তারিত বিবরণ রয়েছে যা স্ক্রিনশটে পাঠযোগ্য নয় এবং ঘন মুদ্রিত সংবাদ পাঠ্য হিসেবে দেখানো হয়েছে এই প্রতিবেদনে বিস্তারিত বিবরণ রয়েছে যা স্ক্রিনশটে পাঠযোগ্য নয় এবং ঘন মুদ্রিত সংবাদ পাঠ্য হিসেবে দেখানো হয়েছে এই প্রতিবেদনে বিস্তারিত বিবরণ রয়েছে যা <box>155 535 303 589</box>
story-body: এই প্রতিবেদনে বিস্তারিত বিবরণ রয়েছে যা স্ক্রিনশটে পাঠযোগ্য নয় এবং ঘন মুদ্রিত সংবাদ পাঠ্য হিসেবে দেখানো হয়েছে এই প্রতিবেদনে বিস্তারিত বিবরণ রয়েছে যা স্ক্রিনশটে পাঠযোগ্য নয় এবং ঘন মুদ্রিত সংবাদ পাঠ্য হিসেবে দেখানো হয়েছে এই প্রতিবেদনে বিস্তারিত বিবরণ রয়েছে যা স্ক্রিনশটে পাঠযোগ্য নয় এবং ঘন মুদ্রিত সংবাদ পাঠ্য হিসেবে দেখানো হয়েছে এই প্রতিবেদনে বিস্তারিত বিবরণ রয়েছে যা স্ক্রিনশটে পাঠযোগ্য নয় এবং ঘন মুদ্রিত সংবাদ পাঠ্য হিসেবে দেখানো হয়েছে এই প্রতিবেদনে বিস্তারিত বিবরণ রয়েছে যা স্ক্রিনশটে পাঠযোগ্য নয় এবং ঘন মুদ্রিত সংবাদ পাঠ্য হিসেবে দেখানো হয়েছে এই প্রতিবেদনে বিস্তারিত বিবরণ রয়েছে যা স্ক্রিনশটে পাঠযোগ্য নয় এবং ঘন মুদ্রিত সংবাদ পাঠ্য হিসেবে দেখানো হয়েছে এই প্রতিবেদনে বিস্তারিত বিবরণ রয়েছে যা স্ক্রিনশটে পাঠযোগ্য নয় এবং ঘন মুদ্রিত সংবাদ পাঠ্য হিসেবে দেখানো হয়েছে এই প্রতিবেদনে বিস্তারিত বিবরণ রয়েছে যা স্ক্রিনশটে পাঠযোগ্য নয় এবং ঘন মুদ্রিত সংবাদ পাঠ্য হিসেবে দেখানো হয়েছে এই প্রতিবেদনে বিস্তারিত বিবরণ রয়েছে যা স্ক্রিনশটে পাঠযোগ্য নয় এবং ঘন মুদ্রিত সংবাদ পাঠ্য হিসেবে দেখানো হয়েছে এই প্রতিবেদনে বিস্তারিত বিবরণ রয়েছে যা স্ক্রিনশটে পাঠযোগ্য নয় এবং ঘন মুদ্রিত সংবাদ পাঠ্য হিসেবে দেখানো হয়েছে এই প্রতিবেদনে বিস্তারিত বিবরণ রয়েছে যা স্ক্রিনশটে পাঠযোগ্য নয় এবং ঘন মুদ্রিত সংবাদ পাঠ্য হিসেবে দেখানো হয়েছে এই প্রতিবেদনে বিস্তারিত বিবরণ রয়েছে যা স্ক্রিনশটে পাঠযোগ্য নয় এবং ঘন মুদ্রিত সংবাদ পাঠ্য হিসেবে দেখানো হয়েছে এই প্রতিবেদনে বিস্তারিত বিবরণ রয়েছে যা স্ক্রিনশটে পাঠযোগ্য নয় এবং ঘন মুদ্রিত সংবাদ পাঠ্য হিসেবে দেখানো হয়েছে এই প্রতিবেদনে বিস্তারিত বিবরণ রয়েছে যা স্ক্রিনশটে পাঠযোগ্য নয় এবং ঘন মুদ্রিত সংবাদ পাঠ্য হিসেবে দেখানো হয়েছে এই প্রতিবেদনে বিস্তারিত বিবরণ রয়েছে যা স্ক্রিনশটে পাঠযোগ্য নয় এবং ঘন মুদ্রিত সংবাদ পাঠ্য হিসেবে দেখানো হয়েছে এই প্রতিবেদনে বিস্তারিত বিবরণ রয়েছে যা স্ক্রিনশটে পাঠযোগ্য নয় এবং ঘন মুদ্রিত সংবাদ পাঠ্য হিসেবে দেখানো হয়েছে এই প্রতিবেদনে বিস্তারিত বিবরণ রয়েছে যা <box>155 606 303 818</box>
story-body: এই প্রতিবেদনে বিস্তারিত বিবরণ রয়েছে যা স্ক্রিনশটে পাঠযোগ্য নয় এবং ঘন মুদ্রিত সংবাদ পাঠ্য হিসেবে দেখানো হয়েছে এই প্রতিবেদনে বিস্তারিত বিবরণ রয়েছে যা স্ক্রিনশটে পাঠযোগ্য নয় এবং ঘন মুদ্রিত সংবাদ পাঠ্য হিসেবে দেখানো হয়েছে এই প্রতিবেদনে বিস্তারিত বিবরণ রয়েছে যা স্ক্রিনশটে পাঠযোগ্য নয় এবং ঘন মুদ্রিত সংবাদ পাঠ্য হিসেবে দেখানো হয়েছে এই প্রতিবেদনে বিস্তারিত <box>3 898 150 938</box>
story-headline: অনলাইন-অফলাইন সমন্বিত শিক্ষা ব্যবস্থা <box>3 38 150 51</box>
story-body: এই প্রতিবেদনে বিস্তারিত বিবরণ রয়েছে যা স্ক্রিনশটে পাঠযোগ্য নয় এবং ঘন মুদ্রিত সংবাদ পাঠ্য হিসেবে দেখানো হয়েছে এই প্রতিবেদনে বিস্তারিত বিবরণ রয়েছে যা স্ক্রিনশটে পাঠযোগ্য নয় এবং ঘন মুদ্রিত সংবাদ পাঠ্য হিসেবে দেখানো হয়েছে এই প্রতিবেদনে বিস্তারিত বিবরণ রয়েছে যা স্ক্রিনশটে পাঠযোগ্য নয় এবং ঘন মুদ্রিত সংবাদ পাঠ্য হিসেবে দেখানো হয়েছে এই প্রতিবেদনে বিস্তারিত বিবরণ রয়েছে যা স্ক্রিনশটে পাঠযোগ্য নয় এবং ঘন মুদ্রিত সংবাদ পাঠ্য হিসেবে দেখানো হয়েছে এই প্রতিবেদনে বিস্তারিত বিবরণ রয়েছে যা স্ক্রিনশটে পাঠযোগ্য নয় এবং ঘন মুদ্রিত সংবাদ পাঠ্য হিসেবে দেখানো হয়েছে এই প্রতিবেদনে বিস্তারিত বিবরণ রয়েছে যা স্ক্রিনশটে পাঠযোগ্য নয় এবং ঘন মুদ্রিত সংবাদ পাঠ্য হিসেবে দেখানো হয়েছে এই প্রতিবেদনে বিস্তারিত বিবরণ রয়েছে যা স্ক্রিনশটে পাঠযোগ্য নয় এবং ঘন মুদ্রিত সংবাদ পাঠ্য হিসেবে দেখানো হয়েছে এই প্রতিবেদনে বিস্তারিত বিবরণ রয়েছে যা স্ক্রিনশটে পাঠযোগ্য নয় এবং ঘন মুদ্রিত সংবাদ পাঠ্য হিসেবে দেখানো হয়েছে এই প্রতিবেদনে বিস্তারিত বিবরণ রয়েছে যা স্ক্রিনশটে পাঠযোগ্য নয় এবং ঘন মুদ্রিত সংবাদ পাঠ্য হিসেবে দেখানো হয়েছে এই প্রতিবেদনে বিস্তারিত বিবরণ রয়েছে যা স্ক্রিনশটে পাঠযোগ্য নয় এবং ঘন মুদ্রিত সংবাদ পাঠ্য হিসেবে দেখানো হয়েছে এই প্রতিবেদনে বিস্তারিত বিবরণ রয়েছে যা স্ক্রিনশটে পাঠযোগ্য নয় এবং ঘন মুদ্রিত সংবাদ পাঠ্য হিসেবে দেখানো হয়েছে এই প্রতিবেদনে বিস্তারিত বিবরণ রয়েছে যা স্ক্রিনশটে পাঠযোগ্য নয় এবং ঘন মুদ্রিত সংবাদ পাঠ্য হিসেবে দেখানো হয়েছে এই প্রতিবেদনে বিস্তারিত বিবরণ রয়েছে যা স্ক্রিনশটে পাঠযোগ্য নয় এবং ঘন মুদ্রিত সংবাদ পাঠ্য হিসেবে দেখানো হয়েছে এই প্রতিবেদনে বিস্তারিত বিবরণ রয়েছে যা স্ক্রিনশটে পাঠযোগ্য নয় এবং ঘন মুদ্রিত সংবাদ পাঠ্য হিসেবে দেখানো হয়েছে এই প্রতিবেদনে বিস্তারিত বিবরণ রয়েছে যা স্ক্রিনশটে পাঠযোগ্য নয় এবং ঘন মুদ্রিত সংবাদ পাঠ্য হিসেবে দেখানো হয়েছে এই প্রতিবেদনে বিস্তারিত বিবরণ রয়েছে যা স্ক্রিনশটে পাঠযোগ্য নয় এবং ঘন মুদ্রিত সংবাদ পাঠ্য হিসেবে দেখানো হয়েছে এই প্রতিবেদনে বিস্তারিত বিবরণ রয়েছে যা স্ক্রিনশটে পাঠযোগ্য নয় এবং ঘন মুদ্রিত সংবাদ পাঠ্য হিসেবে দেখানো হয়েছে এই <box>461 392 607 617</box>
logo-main-text: যুগের আলো <box>519 11 602 30</box>
story-headline: অধিবাসীর খাতায় সুনামে রেলের পথ <box>308 38 456 51</box>
story-body: এই প্রতিবেদনে বিস্তারিত বিবরণ রয়েছে যা স্ক্রিনশটে পাঠযোগ্য নয় এবং ঘন মুদ্রিত সংবাদ পাঠ্য হিসেবে দেখানো হয়েছে এই প্রতিবেদনে বিস্তারিত বিবরণ রয়েছে যা স্ক্রিনশটে পাঠযোগ্য নয় এবং ঘন মুদ্রিত সংবাদ পাঠ্য হিসেবে দেখানো হয়েছে এই প্রতিবেদনে বিস্তারিত বিবরণ রয়েছে যা স্ক্রিনশটে পাঠযোগ্য নয় এবং ঘন মুদ্রিত সংবাদ পাঠ্য হিসেবে দেখানো হয়েছে এই প্রতিবেদনে বিস্তারিত বিবরণ রয়েছে যা স্ক্রিনশটে পাঠযোগ্য নয় এবং ঘন মুদ্রিত সংবাদ পাঠ্য হিসেবে দেখানো হয়েছে এই প্রতিবেদনে বিস্তারিত বিবরণ রয়েছে যা স্ক্রিনশটে পাঠযোগ্য নয় এবং ঘন মুদ্রিত সংবাদ পাঠ্য হিসেবে দেখানো হয়েছে এই প্রতিবেদনে বিস্তারিত বিবরণ রয়েছে যা স্ক্রিনশটে পাঠযোগ্য নয় এবং ঘন মুদ্রিত সংবাদ পাঠ্য হিসেবে দেখানো হয়েছে এই প্রতিবেদনে বিস্তারিত বিবরণ রয়েছে যা স্ক্রিনশটে পাঠযোগ্য নয় এবং ঘন মুদ্রিত সংবাদ পাঠ্য হিসেবে দেখানো হয়েছে এই প্রতিবেদনে বিস্তারিত বিবরণ রয়েছে যা স্ক্রিনশটে পাঠযোগ্য নয় এবং ঘন মুদ্রিত সংবাদ পাঠ্য হিসেবে দেখানো হয়েছে এই প্রতিবেদনে বিস্তারিত বিবরণ রয়েছে যা স্ক্রিনশটে পাঠযোগ্য নয় এবং ঘন মুদ্রিত সংবাদ পাঠ্য হিসেবে দেখানো হয়েছে এই প্রতিবেদনে বিস্তারিত বিবরণ রয়েছে যা স্ক্রিনশটে পাঠযোগ্য নয় এবং ঘন মুদ্রিত সংবাদ পাঠ্য হিসেবে দেখানো হয়েছে এই প্রতিবেদনে বিস্তারিত বিবরণ রয়েছে যা স্ক্রিনশটে পাঠযোগ্য নয় এবং ঘন মুদ্রিত সংবাদ পাঠ্য হিসেবে দেখানো হয়েছে এই প্রতিবেদনে বিস্তারিত বিবরণ রয়েছে যা স্ক্রিনশটে পাঠযোগ্য নয় এবং ঘন মুদ্রিত সংবাদ পাঠ্য হিসেবে দেখানো হয়েছে এই প্রতিবেদনে বিস্তারিত বিবরণ রয়েছে যা স্ক্রিনশটে পাঠযোগ্য নয় এবং ঘন মুদ্রিত সংবাদ পাঠ্য হিসেবে দেখানো হয়েছে এই প্রতিবেদনে বিস্তারিত বিবরণ রয়েছে যা স্ক্রিনশটে পাঠযোগ্য নয় এবং ঘন মুদ্রিত সংবাদ পাঠ্য হিসেবে দেখানো হয়েছে এই <box>461 53 607 238</box>
column-2 <box>155 38 303 950</box>
